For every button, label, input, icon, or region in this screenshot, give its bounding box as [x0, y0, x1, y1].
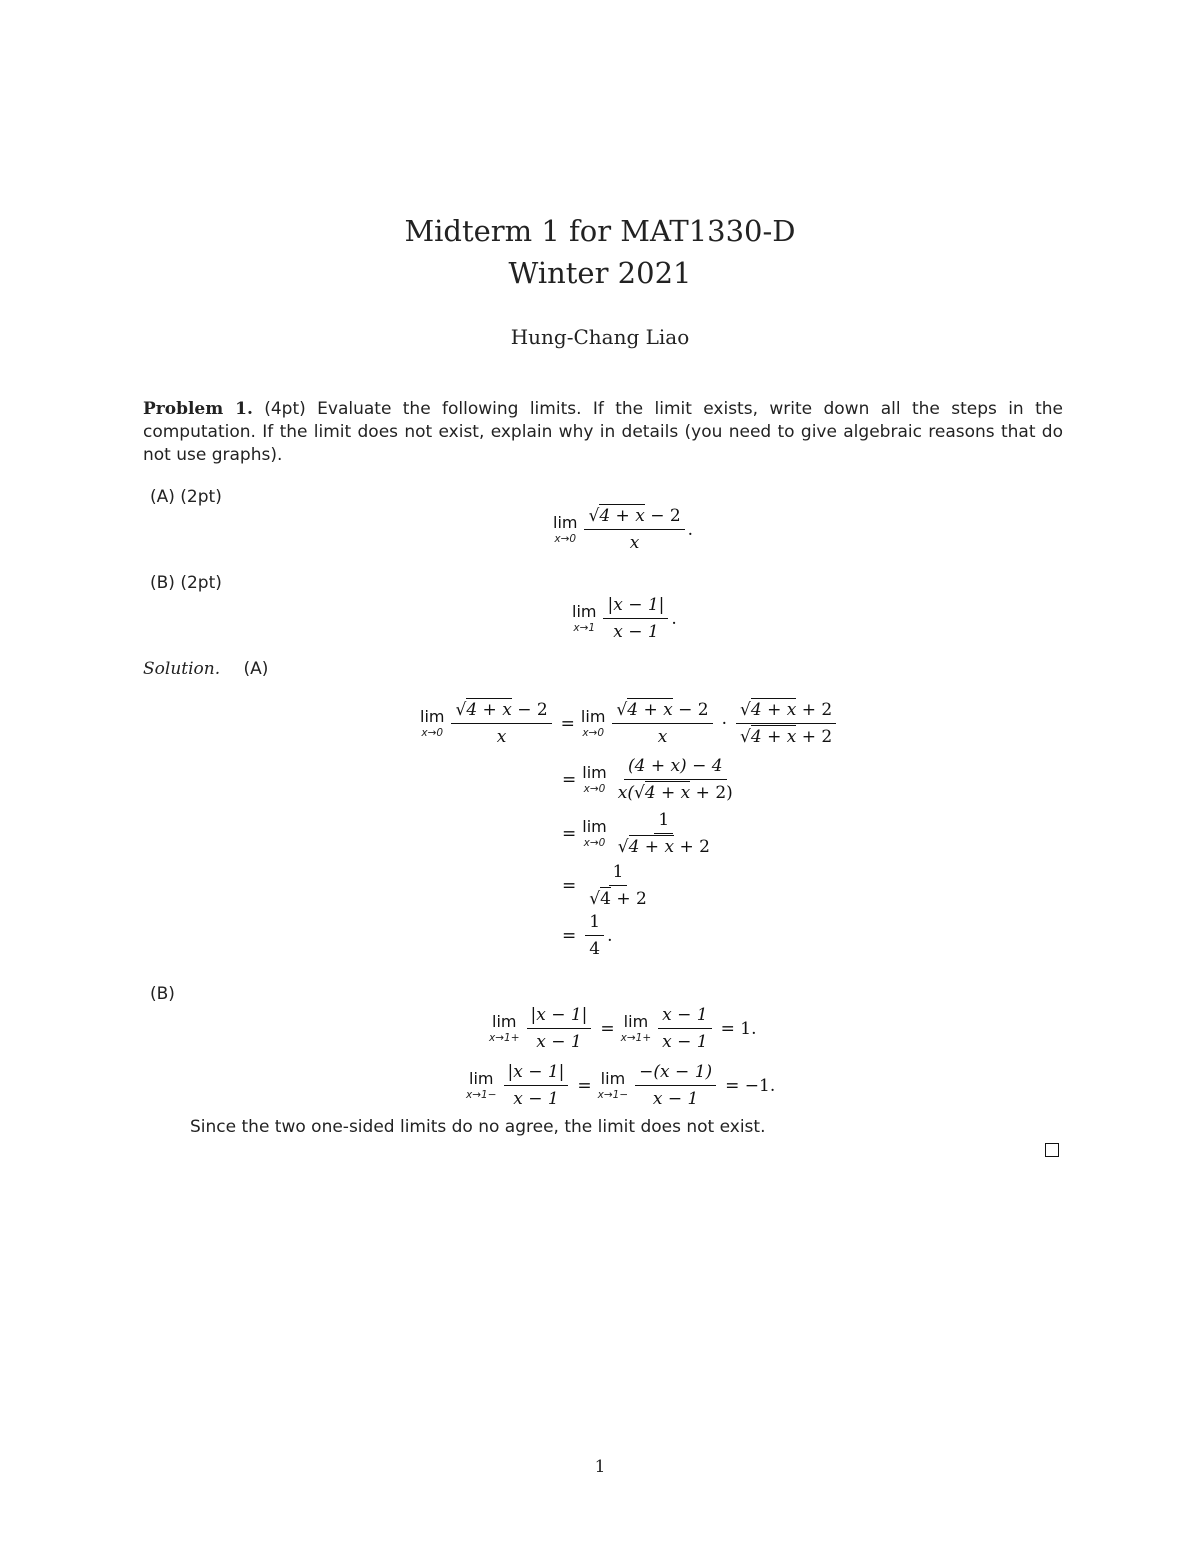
- denominator: x − 1: [513, 1089, 559, 1109]
- denominator: x − 1: [662, 1032, 708, 1052]
- denominator: x: [629, 533, 640, 553]
- lim-sub: x→1: [573, 621, 596, 634]
- numerator: 1: [585, 912, 604, 936]
- numerator: |x − 1|: [603, 595, 668, 619]
- radicand: 4 + x: [750, 727, 797, 747]
- numerator: (4 + x) − 4: [624, 756, 727, 780]
- part-b-expression: [572, 595, 677, 642]
- numerator: |x − 1|: [527, 1005, 592, 1029]
- lim-sub: x→1−: [597, 1088, 629, 1101]
- solution-part-b: (B): [150, 984, 175, 1004]
- den-tail: + 2: [674, 837, 710, 857]
- radicand: 4 + x: [599, 506, 645, 526]
- solution-a-line-3: = lim x→0 $\frac{1}{√4 + x + 2}$: [562, 810, 710, 857]
- lim-word: lim: [553, 512, 578, 532]
- lim-sub: x→1+: [489, 1031, 520, 1044]
- den-mid: + 2: [690, 783, 727, 803]
- equals: =: [600, 1018, 615, 1039]
- denominator: x − 1: [536, 1032, 582, 1052]
- denominator: x − 1: [613, 622, 659, 642]
- equals: =: [562, 769, 577, 790]
- lim-word: lim: [582, 762, 607, 782]
- lim-word: lim: [469, 1068, 494, 1088]
- part-a-expression: lim x→0 $\frac{√4 + x - 2}{x}$ .: [553, 506, 694, 553]
- lim-word: lim: [420, 706, 445, 726]
- equals: =: [560, 713, 575, 734]
- period: .: [671, 608, 677, 629]
- cdot: ·: [721, 713, 727, 734]
- den-tail: + 2: [610, 889, 647, 909]
- author: Hung-Chang Liao: [510, 325, 690, 349]
- lim-sub: x→0: [582, 726, 605, 739]
- num-tail: + 2: [796, 700, 833, 720]
- qed-box: [1045, 1143, 1059, 1157]
- lim-sub: x→0: [583, 782, 606, 795]
- lim-word: lim: [600, 1068, 626, 1088]
- num-tail: − 2: [672, 700, 709, 720]
- lim-sub: x→1−: [466, 1088, 497, 1101]
- radicand: 4 + x: [628, 837, 675, 857]
- problem-text: (4pt) Evaluate the following limits. If the limit exists, write down all the steps in the computation. If the limit does not exist, explain why in details (you need to give algebraic reasons that do not use graphs).: [143, 399, 1063, 465]
- equals: =: [577, 1075, 592, 1096]
- lim-sub: x→1+: [620, 1031, 652, 1044]
- solution-a-line-1: lim x→0 $\frac{√4 + x - 2}{x}$ = lim x→0 $\frac{√4 + x - 2}{x}$ · $\frac{√4 + x + 2}{√4 + x + 2}$: [420, 700, 839, 747]
- part-b-label: (B) (2pt): [150, 573, 222, 593]
- title-line-1: Midterm 1 for MAT1330-D: [404, 214, 796, 248]
- num-tail: − 2: [644, 506, 681, 526]
- radicand: 4 + x: [466, 700, 512, 720]
- lim-sub: x→0: [554, 532, 577, 545]
- period: .: [607, 925, 613, 946]
- solution-b-right-limit: [489, 1005, 763, 1052]
- solution-label: Solution.: [143, 659, 221, 679]
- denominator: x: [657, 727, 668, 747]
- num-tail: − 2: [511, 700, 548, 720]
- title-line-2: Winter 2021: [508, 256, 692, 290]
- solution-heading: [143, 659, 268, 679]
- problem-label: Problem 1.: [143, 399, 253, 419]
- solution-b-left-limit: [466, 1062, 781, 1109]
- denominator: 4: [589, 939, 601, 959]
- numerator: x − 1: [658, 1005, 711, 1029]
- numerator: 1: [609, 862, 628, 886]
- page-number: 1: [594, 1457, 606, 1477]
- radicand: 4 + x: [627, 700, 673, 720]
- result: = 1.: [720, 1018, 757, 1039]
- lim-word: lim: [582, 816, 607, 836]
- lim-word: lim: [572, 601, 597, 621]
- problem-statement: [143, 398, 1063, 467]
- part-a-label: (A) (2pt): [150, 487, 222, 507]
- den-close: ): [726, 783, 733, 803]
- lim-word: lim: [623, 1011, 649, 1031]
- numerator: 1: [654, 810, 673, 834]
- solution-a-line-5: [562, 912, 612, 959]
- den-head: x(: [617, 783, 634, 803]
- conclusion-text: Since the two one-sided limits do no agree, the limit does not exist.: [190, 1117, 766, 1137]
- lim-sub: x→0: [583, 836, 606, 849]
- radicand: 4 + x: [644, 783, 691, 803]
- solution-a-line-2: = lim x→0 $\frac{(4 + x) - 4}{x(√4 + x + 2)}$: [562, 756, 733, 803]
- radicand: 4 + x: [750, 700, 797, 720]
- equals: =: [562, 875, 577, 896]
- radicand: 4: [600, 889, 611, 909]
- result: = −1.: [725, 1075, 776, 1096]
- numerator: |x − 1|: [504, 1062, 569, 1086]
- period: .: [687, 519, 694, 540]
- solution-a-line-4: = $\frac{1}{√4 + 2}$: [562, 862, 647, 909]
- equals: =: [562, 823, 577, 844]
- equals: =: [562, 925, 577, 946]
- lim-word: lim: [580, 706, 606, 726]
- lim-sub: x→0: [421, 726, 444, 739]
- solution-part-a: (A): [243, 659, 269, 679]
- numerator: −(x − 1): [635, 1062, 716, 1086]
- denominator: x − 1: [652, 1089, 699, 1109]
- den-tail: + 2: [796, 727, 833, 747]
- lim-word: lim: [492, 1011, 517, 1031]
- denominator: x: [496, 727, 507, 747]
